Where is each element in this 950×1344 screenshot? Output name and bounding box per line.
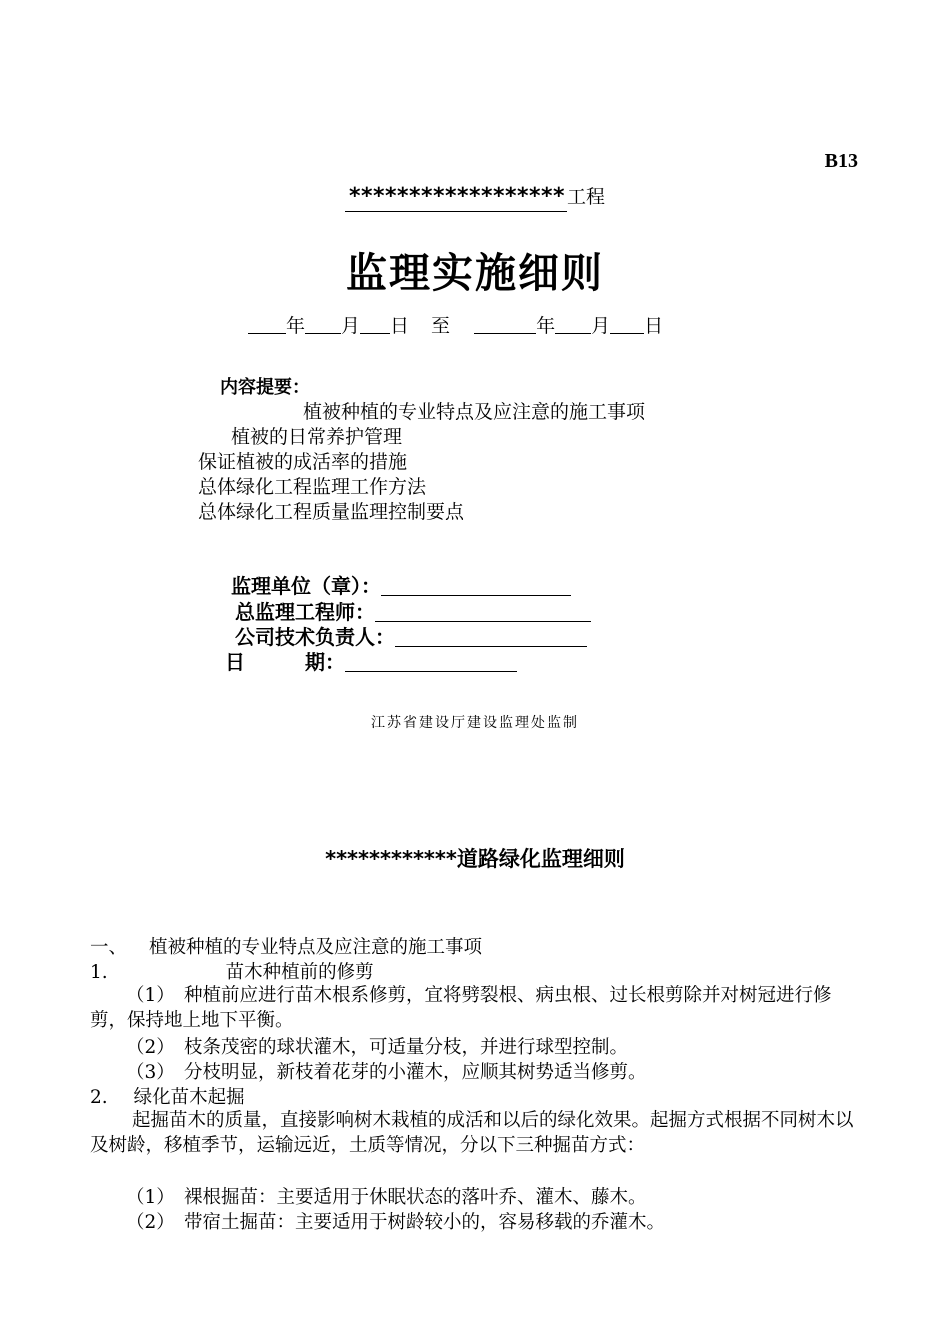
issuer-note: 江苏省建设厅建设监理处监制: [371, 715, 579, 731]
subheading-2: [90, 1083, 245, 1109]
main-title: 监理实施细则: [346, 249, 604, 297]
end-month-blank: [555, 315, 591, 334]
signature-supervision-unit: [231, 570, 571, 599]
document-code: B13: [824, 150, 858, 172]
start-day-label: 日: [390, 315, 410, 337]
signature-blank: [375, 601, 591, 622]
paragraph: （1） 种植前应进行苗木根系修剪，宜将劈裂根、病虫根、过长根剪除并对树冠进行修剪，保持地上地下平衡。: [90, 985, 832, 1031]
start-month-label: 月: [341, 315, 361, 337]
heading-text: 植被种植的专业特点及应注意的施工事项: [149, 937, 483, 958]
date-to-label: 至: [431, 315, 451, 337]
signature-label: 日: [225, 650, 245, 674]
end-day-label: 日: [644, 315, 664, 337]
end-day-blank: [610, 315, 644, 334]
summary-item: 总体绿化工程质量监理控制要点: [198, 501, 465, 523]
start-month-blank: [305, 315, 341, 334]
signature-blank: [381, 575, 571, 596]
subheading-text: 苗木种植前的修剪: [225, 962, 374, 983]
summary-label: 内容提要：: [220, 377, 310, 398]
end-month-label: 月: [591, 315, 611, 337]
subheading-number: 2.: [90, 1087, 108, 1108]
summary-item: 总体绿化工程监理工作方法: [198, 476, 427, 498]
signature-label: 公司技术负责人：: [235, 625, 395, 649]
signature-blank: [395, 626, 587, 647]
heading-number: 一、: [90, 937, 128, 958]
project-name-line: [0, 182, 950, 212]
summary-item: 保证植被的成活率的措施: [198, 451, 408, 473]
paragraph: 起掘苗木的质量，直接影响树木栽植的成活和以后的绿化效果。起掘方式根据不同树木以及树龄，移植季节，运输远近，土质等情况，分以下三种掘苗方式：: [90, 1110, 854, 1156]
signature-blank: [345, 651, 517, 672]
end-year-label: 年: [536, 315, 556, 337]
paragraph: （2） 枝条茂密的球状灌木，可适量分枝，并进行球型控制。: [126, 1037, 629, 1058]
subheading-number: 1.: [90, 962, 108, 983]
signature-date: [225, 646, 517, 675]
heading-1: [90, 933, 482, 959]
summary-item: 植被种植的专业特点及应注意的施工事项: [303, 401, 646, 423]
subheading-text: 绿化苗木起掘: [133, 1087, 245, 1108]
paragraph: （3） 分枝明显，新枝着花芽的小灌木，应顺其树势适当修剪。: [126, 1062, 647, 1083]
summary-item: 植被的日常养护管理: [231, 426, 403, 448]
signature-label: 总监理工程师：: [235, 600, 375, 624]
list-item: （1） 裸根掘苗：主要适用于休眠状态的落叶乔、灌木、藤木。: [126, 1187, 647, 1208]
signature-label: 监理单位（章）：: [231, 574, 381, 598]
subheading-1: [90, 958, 374, 984]
signature-label: 期：: [305, 650, 345, 674]
end-year-blank: [474, 315, 536, 334]
start-day-blank: [360, 315, 390, 334]
date-range: [248, 311, 663, 338]
start-year-blank: [248, 315, 286, 334]
project-name-placeholder: ******************: [345, 184, 567, 212]
start-year-label: 年: [286, 315, 306, 337]
project-suffix: 工程: [567, 186, 606, 208]
section-title: ************道路绿化监理细则: [325, 847, 625, 871]
list-item: （2） 带宿土掘苗：主要适用于树龄较小的，容易移载的乔灌木。: [126, 1212, 666, 1233]
